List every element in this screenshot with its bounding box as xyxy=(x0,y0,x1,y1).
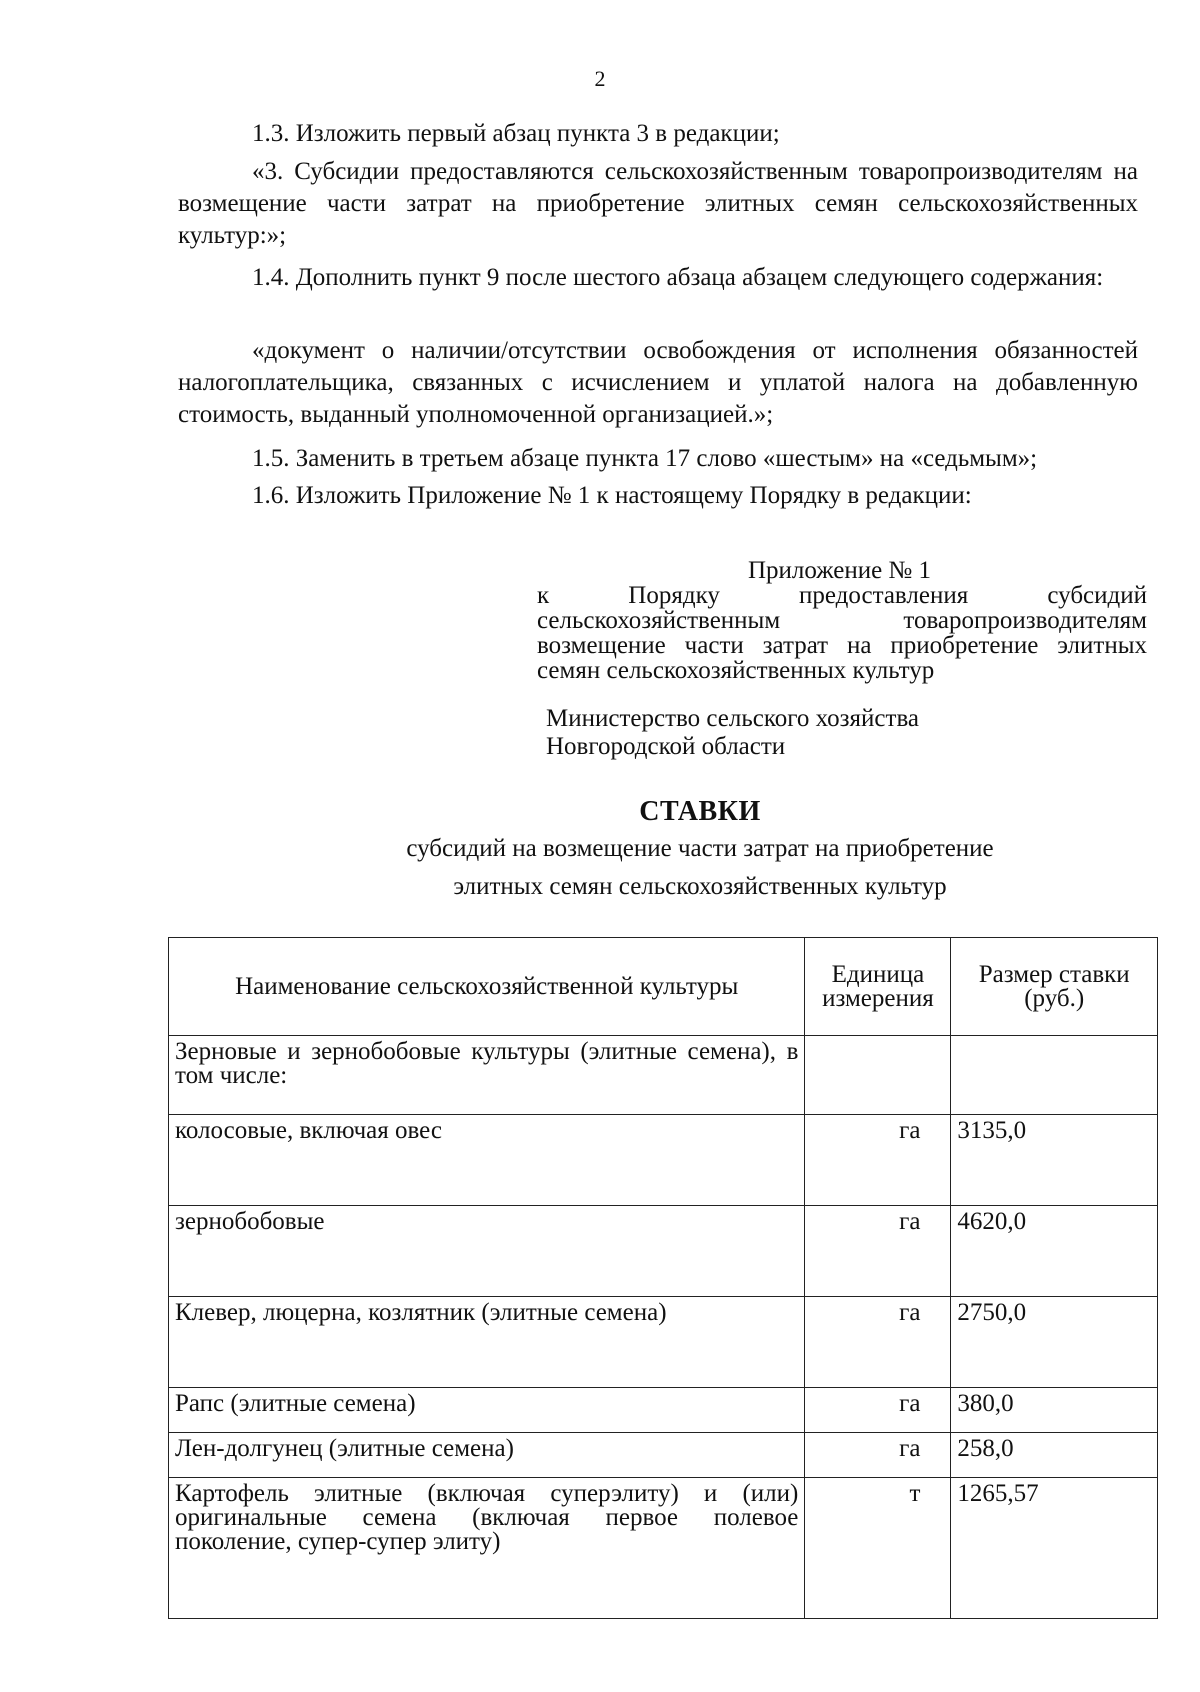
ministry-line-2: Новгородской области xyxy=(546,733,786,760)
cell-rate: 3135,0 xyxy=(951,1115,1158,1206)
paragraph-1-6: 1.6. Изложить Приложение № 1 к настоящему Порядку в редакции: xyxy=(252,482,972,509)
subtitle-line-2: элитных семян сельскохозяйственных культур xyxy=(453,873,947,900)
paragraph-quote-3: «3. Субсидии предоставляются сельскохозяйственным товаропроизводителям на возмещение части затрат на приобретение элитных семян сельскохозяйственных культур:»; xyxy=(178,158,1138,249)
cell-unit: га xyxy=(805,1388,951,1433)
cell-name: зернобобовые xyxy=(169,1206,805,1297)
paragraph-quote-document: «документ о наличии/отсутствии освобождения от исполнения обязанностей налогоплательщика, связанных с исчислением и уплатой налога на добавленную стоимость, выданный уполномоченной организацией.»; xyxy=(178,337,1138,428)
document-heading: СТАВКИ xyxy=(639,796,761,827)
header-rate: Размер ставки (руб.) xyxy=(951,938,1158,1036)
cell-rate: 2750,0 xyxy=(951,1297,1158,1388)
cell-name: Картофель элитные (включая суперэлиту) и (или) оригинальные семена (включая первое полевое поколение, супер-супер элиту) xyxy=(169,1478,805,1619)
table-row xyxy=(169,1297,1158,1388)
cell-rate: 1265,57 xyxy=(951,1478,1158,1619)
cell-unit: га xyxy=(805,1297,951,1388)
cell-rate: 258,0 xyxy=(951,1433,1158,1478)
cell-name: Лен-долгунец (элитные семена) xyxy=(169,1433,805,1478)
appendix-title: Приложение № 1 xyxy=(748,557,932,584)
paragraph-1-5: 1.5. Заменить в третьем абзаце пункта 17 слово «шестым» на «седьмым»; xyxy=(252,445,1038,472)
ministry-line-1: Министерство сельского хозяйства xyxy=(546,705,920,732)
subtitle-line-1: субсидий на возмещение части затрат на приобретение xyxy=(406,835,994,862)
cell-rate: 380,0 xyxy=(951,1388,1158,1433)
table-row xyxy=(169,1388,1158,1433)
appendix-block xyxy=(537,558,1147,683)
table-row xyxy=(169,1115,1158,1206)
header-unit: Единица измерения xyxy=(805,938,951,1036)
header-name: Наименование сельскохозяйственной культуры xyxy=(169,938,805,1036)
cell-unit: га xyxy=(805,1433,951,1478)
cell-rate xyxy=(951,1036,1158,1115)
cell-unit: га xyxy=(805,1115,951,1206)
page-number: 2 xyxy=(594,66,606,91)
table-row xyxy=(169,1036,1158,1115)
table-row xyxy=(169,1206,1158,1297)
cell-name: Зерновые и зернобобовые культуры (элитные семена), в том числе: xyxy=(169,1036,805,1115)
ministry-block xyxy=(546,705,1146,761)
paragraph-1-4: 1.4. Дополнить пункт 9 после шестого абзаца абзацем следующего содержания: xyxy=(252,264,1104,291)
cell-unit: т xyxy=(805,1478,951,1619)
table-row xyxy=(169,1478,1158,1619)
cell-unit: га xyxy=(805,1206,951,1297)
appendix-text: к Порядку предоставления субсидий сельскохозяйственным товаропроизводителям возмещение части затрат на приобретение элитных семян сельскохозяйственных культур xyxy=(537,582,1147,684)
rates-table xyxy=(168,937,1158,1619)
cell-name: Клевер, люцерна, козлятник (элитные семена) xyxy=(169,1297,805,1388)
cell-name: Рапс (элитные семена) xyxy=(169,1388,805,1433)
document-subtitle xyxy=(0,830,1200,906)
cell-rate: 4620,0 xyxy=(951,1206,1158,1297)
table-header-row xyxy=(169,938,1158,1036)
cell-name: колосовые, включая овес xyxy=(169,1115,805,1206)
cell-unit xyxy=(805,1036,951,1115)
table-row xyxy=(169,1433,1158,1478)
paragraph-1-3: 1.3. Изложить первый абзац пункта 3 в редакции; xyxy=(252,120,780,147)
